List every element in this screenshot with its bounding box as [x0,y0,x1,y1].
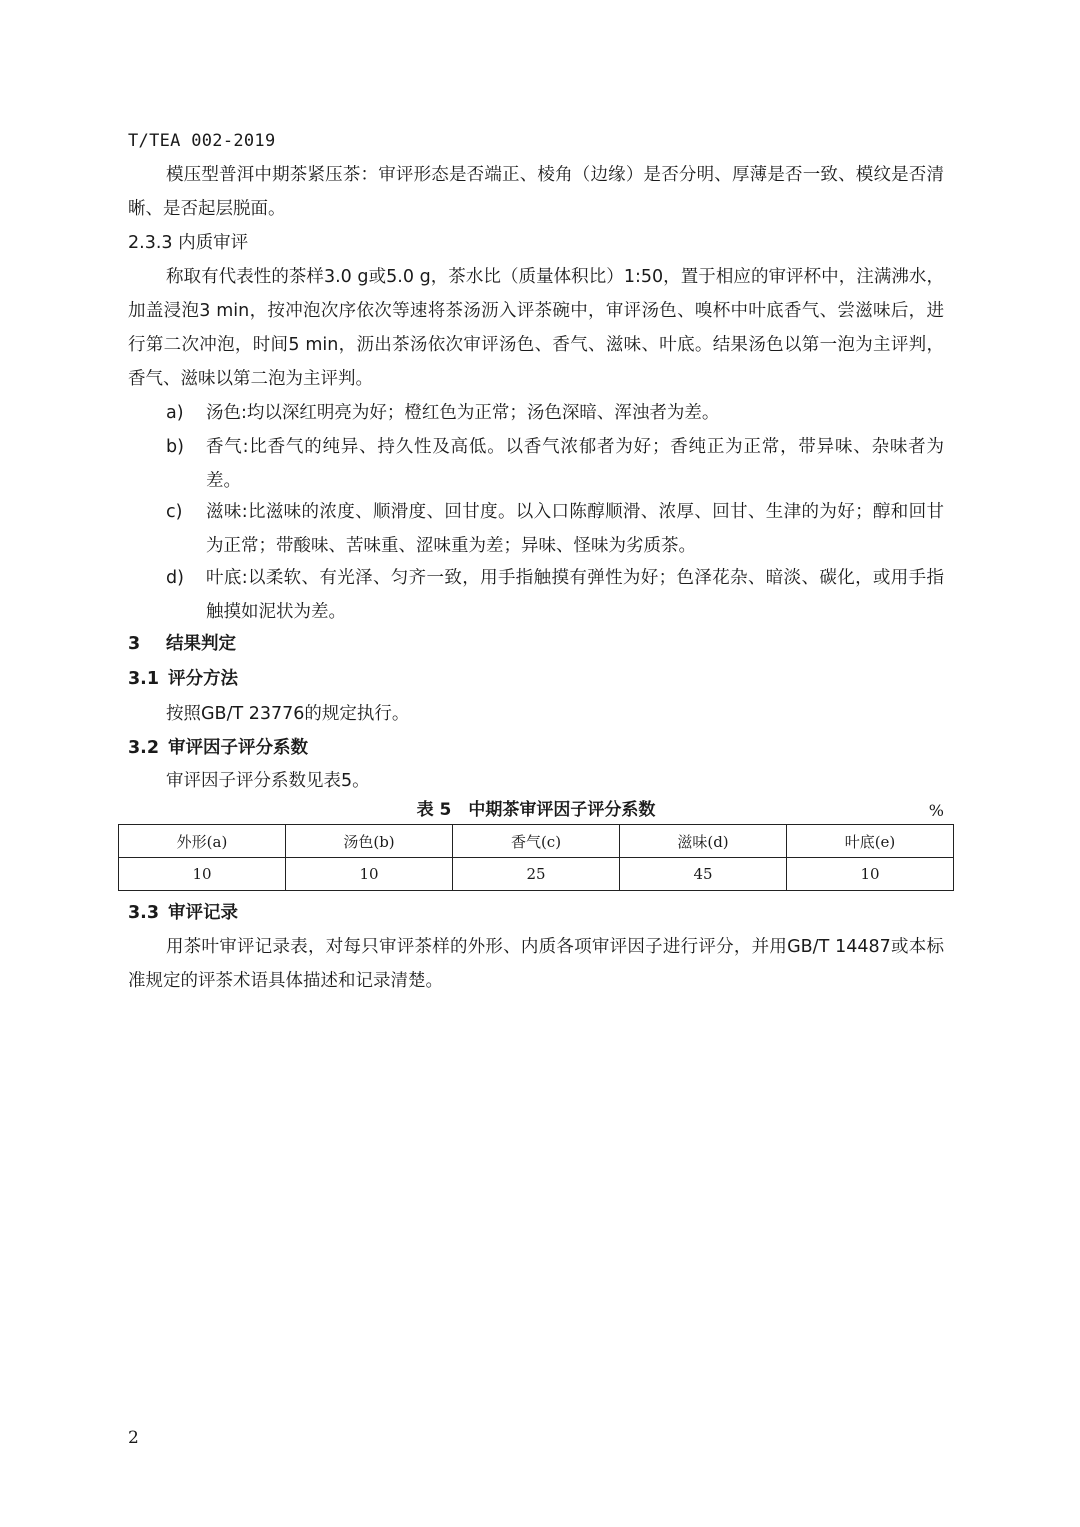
section-title: 审评因子评分系数 [168,738,308,758]
paragraph-mold-pressed: 模压型普洱中期茶紧压茶：审评形态是否端正、棱角（边缘）是否分明、厚薄是否一致、模纹是否清晰、是否起层脱面。 [128,165,944,219]
table-cell: 10 [119,858,286,891]
section-number: 3.2 [128,738,160,758]
list-marker: a) [166,403,184,423]
table-header-cell: 香气(c) [453,825,620,858]
table-header-cell: 外形(a) [119,825,286,858]
list-item-text: 汤色:均以深红明亮为好；橙红色为正常；汤色深暗、浑浊者为差。 [206,403,720,423]
score-coefficient-table [118,824,954,891]
list-item-text: 滋味:比滋味的浓度、顺滑度、回甘度。以入口陈醇顺滑、浓厚、回甘、生津的为好；醇和回甘为正常；带酸味、苦味重、涩味重为差；异味、怪味为劣质茶。 [206,502,944,556]
section-heading-3-3 [128,896,238,930]
section-number: 3.1 [128,669,160,689]
section-title: 结果判定 [166,634,236,654]
list-item-text: 香气:比香气的纯异、持久性及高低。以香气浓郁者为好；香纯正为正常，带异味、杂味者为差。 [206,437,944,491]
list-marker: d) [166,568,184,588]
table-header-cell: 滋味(d) [620,825,787,858]
section-heading-3 [128,627,236,661]
table-cell: 45 [620,858,787,891]
section-number: 3 [128,634,141,654]
table-caption: 表 5 中期茶审评因子评分系数 [416,800,656,820]
table-cell: 10 [787,858,954,891]
table-header-cell: 叶底(e) [787,825,954,858]
list-marker: c) [166,502,183,522]
list-item [166,396,944,430]
section-title: 审评记录 [168,903,238,923]
paragraph-review-record: 用茶叶审评记录表，对每只审评茶样的外形、内质各项审评因子进行评分，并用GB/T 14487或本标准规定的评茶术语具体描述和记录清楚。 [128,937,944,991]
document-id: T/TEA 002-2019 [128,131,276,151]
section-heading-3-1 [128,662,238,696]
table-header-cell: 汤色(b) [286,825,453,858]
list-item [166,561,944,629]
table-header-row [119,825,954,858]
section-number: 3.3 [128,903,160,923]
list-item [166,495,944,563]
paragraph-inner-quality: 称取有代表性的茶样3.0 g或5.0 g，茶水比（质量体积比）1:50，置于相应的审评杯中，注满沸水，加盖浸泡3 min，按冲泡次序依次等速将茶汤沥入评茶碗中，审评汤色、嗅杯中叶底香气、尝滋味后，进行第二次冲泡，时间5 min，沥出茶汤依次审评汤色、香气、滋味、叶底。结果汤色以第一泡为主评判，香气、滋味以第二泡为主评判。 [128,267,944,389]
list-item-text: 叶底:以柔软、有光泽、匀齐一致，用手指触摸有弹性为好；色泽花杂、暗淡、碳化，或用手指触摸如泥状为差。 [206,568,944,622]
section-heading-2-3-3: 2.3.3 内质审评 [128,233,249,253]
section-title: 评分方法 [168,669,238,689]
list-item [166,430,944,498]
table-unit: % [928,801,944,820]
section-heading-3-2 [128,731,308,765]
table-row [119,858,954,891]
list-marker: b) [166,437,184,457]
table-cell: 25 [453,858,620,891]
page-number: 2 [128,1428,139,1448]
table-cell: 10 [286,858,453,891]
paragraph-coefficient-ref: 审评因子评分系数见表5。 [166,771,370,791]
paragraph-scoring-method: 按照GB/T 23776的规定执行。 [166,704,410,724]
